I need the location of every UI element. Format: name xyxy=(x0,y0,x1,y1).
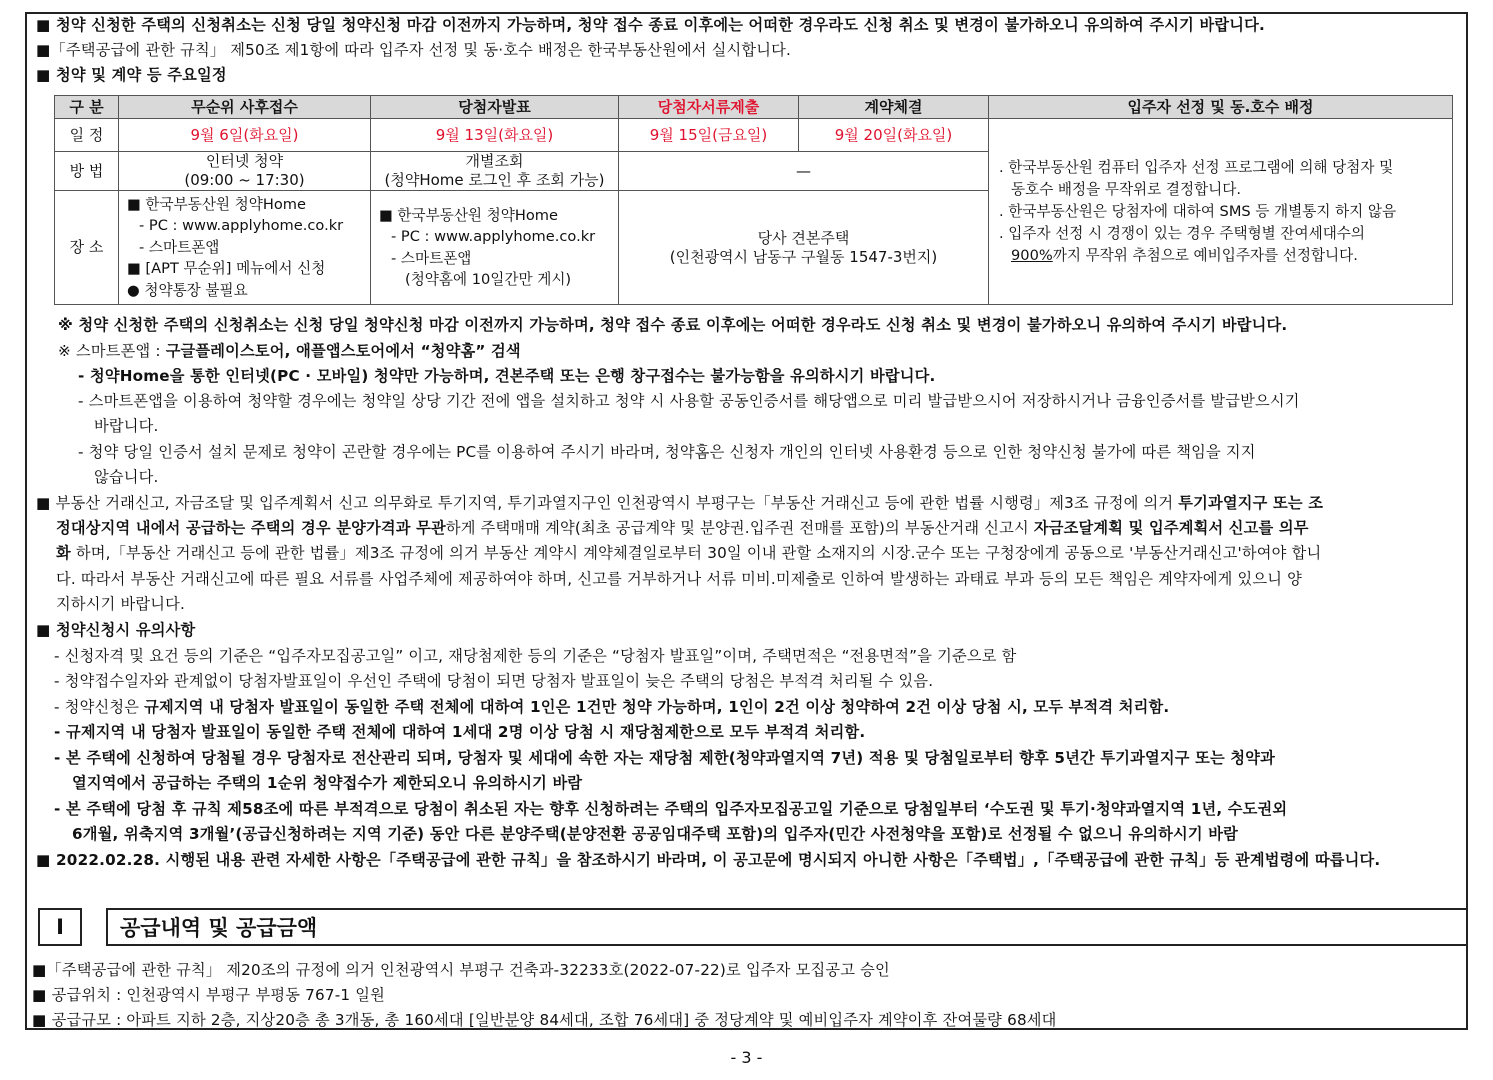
realestate-text-3: 하며,「부동산 거래신고 등에 관한 법률」제3조 규정에 의거 부동산 계약시 계약체결일로부터 30일 이내 관할 소재지의 시장.군수 또는 구청장에게 공동으로 '부동산거래신고'하여야 합니 xyxy=(70,544,1322,562)
caution-5-cont: 열지역에서 공급하는 주택의 1순위 청약접수가 제한되오니 유의하시기 바람 xyxy=(72,774,583,792)
caution-3 xyxy=(54,695,1465,719)
place-apply-line2: - PC : www.applyhome.co.kr xyxy=(139,217,344,235)
assign-line-3: . 한국부동산원은 당첨자에 대하여 SMS 등 개별통지 하지 않음 xyxy=(999,202,1397,220)
place-announce-line1: ■ 한국부동산원 청약Home xyxy=(379,206,558,224)
note-smartphone xyxy=(58,339,1465,363)
caution-title: ■ 청약신청시 유의사항 xyxy=(36,621,196,639)
header-unranked-apply: 무순위 사후접수 xyxy=(119,96,371,119)
note-internet-only: - 청약Home을 통한 인터넷(PC · 모바일) 청약만 가능하며, 견본주택 또는 은행 창구접수는 불가능함을 유의하시기 바랍니다. xyxy=(78,367,936,385)
assign-percent: 900% xyxy=(1011,246,1053,264)
assign-line-5 xyxy=(999,245,1449,267)
realestate-text-1: ■ 부동산 거래신고, 자금조달 및 입주계획서 신고 의무화로 투기지역, 투기과열지구인 인천광역시 부평구는「부동산 거래신고 등에 관한 법률 시행령」제3조 규정에 의거 xyxy=(36,494,1179,512)
header-assignment: 입주자 선정 및 동.호수 배정 xyxy=(989,96,1453,119)
top-note-cancel: ■ 청약 신청한 주택의 신청취소는 신청 당일 청약신청 마감 이전까지 가능하며, 청약 접수 종료 이후에는 어떠한 경우라도 신청 취소 및 변경이 불가하오니 유의하여 주시기 바랍니다. xyxy=(36,16,1265,34)
place-model-house-line2: (인천광역시 남동구 구월동 1547-3번지) xyxy=(669,247,938,266)
place-model-house xyxy=(619,191,989,305)
assignment-cell xyxy=(989,119,1453,305)
row-label-place: 장 소 xyxy=(55,191,119,305)
date-apply: 9월 6일(화요일) xyxy=(119,119,371,151)
date-documents: 9월 15일(금요일) xyxy=(619,119,799,151)
realestate-bold-2: 정대상지역 내에서 공급하는 주택의 경우 분양가격과 무관 xyxy=(56,519,446,537)
row-label-method: 방 법 xyxy=(55,151,119,191)
caution-6: - 본 주택에 당첨 후 규칙 제58조에 따른 부적격으로 당첨이 취소된 자는 향후 신청하려는 주택의 입주자모집공고일 기준으로 당첨일부터 ‘수도권 및 투기·청약과열지역 1년, 수도권외 xyxy=(54,800,1288,818)
caution-2: - 청약접수일자와 관계없이 당첨자발표일이 우선인 주택에 당첨이 되면 당첨자 발표일이 늦은 주택의 당첨은 부적격 처리될 수 있음. xyxy=(54,672,934,690)
place-apply-line1: ■ 한국부동산원 청약Home xyxy=(127,195,306,213)
place-apply-line5: ● 청약통장 불필요 xyxy=(127,281,248,299)
caution-5: - 본 주택에 신청하여 당첨될 경우 당첨자로 전산관리 되며, 당첨자 및 세대에 속한 자는 재당첨 제한(청약과열지역 7년) 적용 및 당첨일로부터 향후 5년간 투기과열지구 또는 청약과 xyxy=(54,749,1275,767)
note-app-install-cont: 바랍니다. xyxy=(94,417,159,435)
place-announce-line3: - 스마트폰앱 xyxy=(391,249,472,267)
method-apply-line1: 인터넷 청약 xyxy=(205,152,284,171)
method-announce xyxy=(371,151,619,191)
header-winner-announce: 당첨자발표 xyxy=(371,96,619,119)
method-announce-line1: 개별조회 xyxy=(465,152,524,171)
section-number-box xyxy=(38,908,82,946)
assign-line-2: 동호수 배정을 무작위로 결정합니다. xyxy=(1011,180,1242,198)
date-announce: 9월 13일(화요일) xyxy=(371,119,619,151)
assign-line-4: . 입주자 선정 시 경쟁이 있는 경우 주택형별 잔여세대수의 xyxy=(999,224,1365,242)
note-certificate-cont: 않습니다. xyxy=(94,468,159,486)
realestate-line1 xyxy=(36,491,1465,515)
method-apply xyxy=(119,151,371,191)
realestate-bold-3: 자금조달계획 및 입주계획서 신고를 의무 xyxy=(1033,519,1309,537)
place-apply xyxy=(119,191,371,305)
caution-6-cont: 6개월, 위축지역 3개월’(공급신청하려는 지역 기준) 동안 다른 분양주택(분양전환 공공임대주택 포함)의 입주자(민간 사전청약을 포함)로 선정될 수 없으니 유의하시기 바람 xyxy=(72,825,1238,843)
realestate-line4: 다. 따라서 부동산 거래신고에 따른 필요 서류를 사업주체에 제공하여야 하며, 신고를 거부하거나 서류 미비.미제출로 인하여 발생하는 과태료 부과 등의 모든 책임은 계약자에게 있으니 양 xyxy=(56,570,1303,588)
place-announce-line4: (청약홈에 10일간만 게시) xyxy=(405,271,572,289)
supply-approval: ■「주택공급에 관한 규칙」 제20조의 규정에 의거 인천광역시 부평구 건축과-32233호(2022-07-22)로 입주자 모집공고 승인 xyxy=(32,961,890,979)
realestate-text-2: 하게 주택매매 계약(최초 공급계약 및 분양권.입주권 전매를 포함)의 부동산거래 신고시 xyxy=(445,519,1034,537)
schedule-heading: ■ 청약 및 계약 등 주요일정 xyxy=(36,66,227,84)
section-title: 공급내역 및 공급금액 xyxy=(120,916,318,940)
place-announce-line2: - PC : www.applyhome.co.kr xyxy=(391,228,596,246)
note-smartphone-stores: 구글플레이스토어, 애플앱스토어에서 “청약홈” 검색 xyxy=(165,342,521,360)
note-cancel-repeat: ※ 청약 신청한 주택의 신청취소는 신청 당일 청약신청 마감 이전까지 가능하며, 청약 접수 종료 이후에는 어떠한 경우라도 신청 취소 및 변경이 불가하오니 유의하여 주시기 바랍니다. xyxy=(58,316,1288,334)
realestate-bold-1: 투기과열지구 또는 조 xyxy=(1178,494,1324,512)
assign-line-1: . 한국부동산원 컴퓨터 입주자 선정 프로그램에 의해 당첨자 및 xyxy=(999,158,1394,176)
place-apply-line4: ■ [APT 무순위] 메뉴에서 신청 xyxy=(127,260,326,278)
row-label-date: 일 정 xyxy=(55,119,119,151)
assign-tail: 까지 무작위 추첨으로 예비입주자를 선정합니다. xyxy=(1052,246,1358,264)
method-docs-contract: — xyxy=(619,151,989,191)
note-app-install: - 스마트폰앱을 이용하여 청약할 경우에는 청약일 상당 기간 전에 앱을 설치하고 청약 시 사용할 공동인증서를 해당앱으로 미리 발급받으시어 저장하시거나 금융인증서를 발급받으시기 xyxy=(78,392,1300,410)
realestate-line3 xyxy=(56,541,1465,565)
note-smartphone-label: ※ 스마트폰앱 : xyxy=(58,342,166,360)
header-category: 구 분 xyxy=(55,96,119,119)
caution-3-bold: 규제지역 내 당첨자 발표일이 동일한 주택 전체에 대하여 1인은 1건만 청약 가능하며, 1인이 2건 이상 청약하여 2건 이상 당첨 시, 모두 부적격 처리함. xyxy=(144,698,1170,716)
realestate-bold-4: 화 xyxy=(56,544,71,562)
method-apply-line2: (09:00 ~ 17:30) xyxy=(184,171,305,190)
place-model-house-line1: 당사 견본주택 xyxy=(757,228,850,247)
caution-1: - 신청자격 및 요건 등의 기준은 “입주자모집공고일” 이고, 재당첨제한 등의 기준은 “당첨자 발표일”이며, 주택면적은 “전용면적”을 기준으로 함 xyxy=(54,647,1017,665)
method-announce-line2: (청약Home 로그인 후 조회 가능) xyxy=(384,171,605,190)
note-certificate: - 청약 당일 인증서 설치 문제로 청약이 곤란할 경우에는 PC를 이용하여 주시기 바라며, 청약홈은 신청자 개인의 인터넷 사용환경 등으로 인한 청약신청 불가에 따른 책임을 지지 xyxy=(78,443,1256,461)
caution-4: - 규제지역 내 당첨자 발표일이 동일한 주택 전체에 대하여 1세대 2명 이상 당첨 시 재당첨제한으로 모두 부적격 처리함. xyxy=(54,723,866,741)
section-number: I xyxy=(56,915,64,939)
schedule-table xyxy=(54,95,1453,305)
caution-3-lead: - 청약신청은 xyxy=(54,698,145,716)
top-note-rule50: ■「주택공급에 관한 규칙」 제50조 제1항에 따라 입주자 선정 및 동·호수 배정은 한국부동산원에서 실시합니다. xyxy=(36,41,792,59)
supply-location: ■ 공급위치 : 인천광역시 부평구 부평동 767-1 일원 xyxy=(32,986,386,1004)
header-document-submit: 당첨자서류제출 xyxy=(619,96,799,119)
supply-scale: ■ 공급규모 : 아파트 지하 2층, 지상20층 총 3개동, 총 160세대 [일반분양 84세대, 조합 76세대] 중 정당계약 및 예비입주자 계약이후 잔여물량 68세대 xyxy=(32,1011,1057,1029)
realestate-line5: 지하시기 바랍니다. xyxy=(56,595,186,613)
date-contract: 9월 20일(화요일) xyxy=(799,119,989,151)
page-number: - 3 - xyxy=(730,1048,763,1067)
section-title-box xyxy=(106,908,1468,946)
rules-reference: ■ 2022.02.28. 시행된 내용 관련 자세한 사항은「주택공급에 관한 규칙」을 참조하시기 바라며, 이 공고문에 명시되지 아니한 사항은「주택법」,「주택공급에 관한 규칙」등 관계법령에 따릅니다. xyxy=(36,851,1381,869)
realestate-line2 xyxy=(56,516,1465,540)
place-apply-line3: - 스마트폰앱 xyxy=(139,238,220,256)
place-announce xyxy=(371,191,619,305)
header-contract: 계약체결 xyxy=(799,96,989,119)
